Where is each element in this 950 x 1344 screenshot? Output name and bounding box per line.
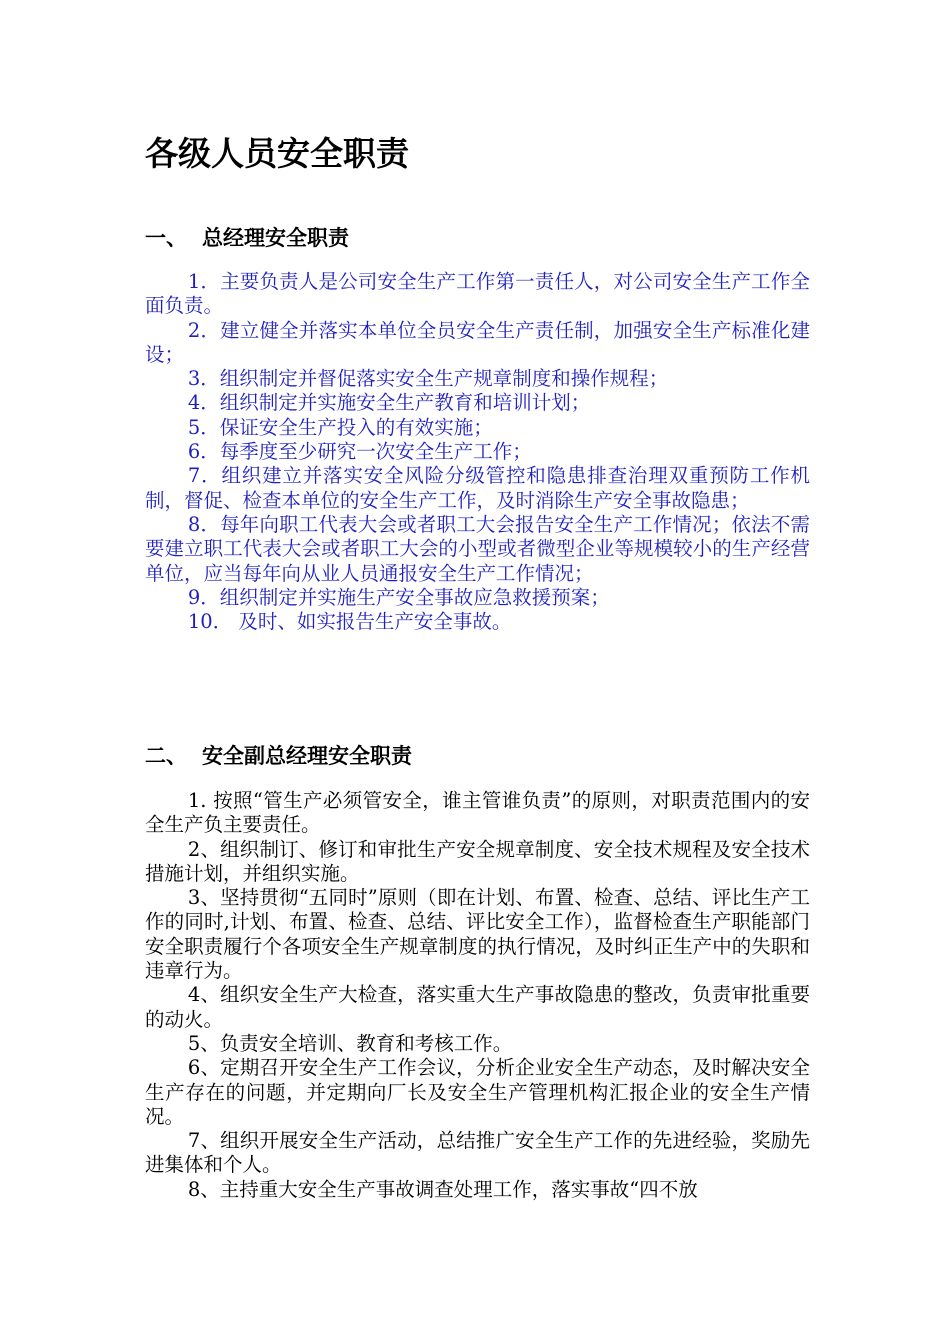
- section-number: 一、: [145, 226, 187, 250]
- list-item: 4．组织制定并实施安全生产教育和培训计划；: [187, 391, 591, 415]
- list-item: 8．每年向职工代表大会或者职工大会报告安全生产工作情况；依法不需要建立职工代表大会或者职工大会的小型或者微型企业等规模较小的生产经营单位，应当每年向从业人员通报安全生产工作情况；: [145, 512, 810, 585]
- list-item: 4、组织安全生产大检查，落实重大生产事故隐患的整改，负责审批重要的动火。: [145, 983, 810, 1031]
- section-title: 安全副总经理安全职责: [202, 744, 412, 768]
- list-item: 1．主要负责人是公司安全生产工作第一责任人，对公司安全生产工作全面负责。: [145, 270, 810, 318]
- list-item: 10． 及时、如实报告生产安全事故。: [187, 610, 512, 634]
- list-item: 5、负责安全培训、教育和考核工作。: [187, 1031, 513, 1055]
- document-title: 各级人员安全职责: [145, 134, 409, 173]
- list-item: 3、坚持贯彻“五同时”原则（即在计划、布置、检查、总结、评比生产工作的同时,计划、布置、检查、总结、评比安全工作），监督检查生产职能部门安全职责履行个各项安全生产规章制度的执行情况，及时纠正生产中的失职和违章行为。: [145, 886, 810, 983]
- list-item: 9．组织制定并实施生产安全事故应急救援预案；: [187, 585, 610, 609]
- section-heading-safety-deputy-manager: [145, 740, 412, 770]
- list-item: 8、主持重大安全生产事故调查处理工作，落实事故“四不放: [187, 1177, 698, 1201]
- list-item: 6、定期召开安全生产工作会议，分析企业安全生产动态，及时解决安全生产存在的问题，并定期向厂长及安全生产管理机构汇报企业的安全生产情况。: [145, 1056, 810, 1128]
- list-item: 7．组织建立并落实安全风险分级管控和隐患排查治理双重预防工作机制，督促、检查本单位的安全生产工作，及时消除生产安全事故隐患；: [145, 464, 810, 512]
- list-item: 3．组织制定并督促落实安全生产规章制度和操作规程；: [187, 367, 669, 391]
- list-item: 5．保证安全生产投入的有效实施；: [187, 415, 493, 439]
- list-item: 1. 按照“管生产必须管安全，谁主管谁负责”的原则，对职责范围内的安全生产负主要责任。: [145, 789, 810, 837]
- safety-deputy-duties-list: [145, 789, 810, 1202]
- section-heading-general-manager: [145, 222, 349, 252]
- section-number: 二、: [145, 744, 187, 768]
- general-manager-duties-list: [145, 270, 810, 634]
- list-item: 7、组织开展安全生产活动，总结推广安全生产工作的先进经验，奖励先进集体和个人。: [145, 1129, 810, 1177]
- list-item: 2、组织制订、修订和审批生产安全规章制度、安全技术规程及安全技术措施计划，并组织实施。: [145, 837, 810, 885]
- section-title: 总经理安全职责: [202, 226, 349, 250]
- list-item: 2．建立健全并落实本单位全员安全生产责任制，加强安全生产标准化建设；: [145, 318, 810, 366]
- list-item: 6．每季度至少研究一次安全生产工作；: [187, 440, 532, 464]
